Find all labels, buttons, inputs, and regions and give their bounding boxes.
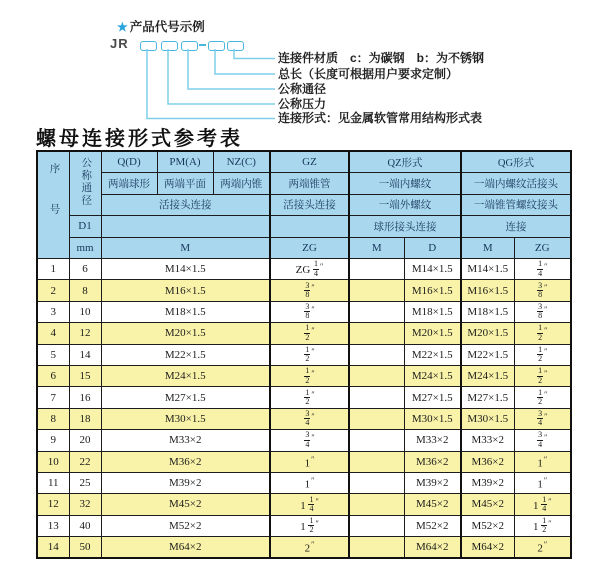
cell-m: M18×1.5 xyxy=(101,301,270,322)
table-row xyxy=(37,515,571,536)
label-nominal-diameter: 公称通径 xyxy=(278,81,327,96)
cell-qg-zg: 1″ xyxy=(514,472,571,493)
table-row xyxy=(37,537,571,558)
code-box-4 xyxy=(208,41,225,51)
cell-dn: 16 xyxy=(69,387,101,408)
cell-m: M39×2 xyxy=(101,472,270,493)
cell-qg-zg: 1 $\frac{1}{2}$ ″ xyxy=(514,515,571,536)
header-qz-d: D xyxy=(404,237,461,259)
cell-qg-m: M64×2 xyxy=(461,537,514,558)
cell-qz-m xyxy=(349,537,404,558)
cell-qz-m xyxy=(349,472,404,493)
code-box-1 xyxy=(140,41,157,51)
cell-qg-zg: 1 $\frac{1}{4}$ ″ xyxy=(514,494,571,515)
cell-gz: $\frac{1}{2}$ ″ xyxy=(270,344,349,365)
cell-gz: $\frac{3}{8}$ ″ xyxy=(270,280,349,301)
table-row xyxy=(37,365,571,386)
cell-qz-m xyxy=(349,344,404,365)
label-nominal-pressure: 公称压力 xyxy=(278,96,327,111)
header-end-type-qz: 一端内螺纹 xyxy=(349,173,461,195)
header-group-nzc: NZ(C) xyxy=(213,151,270,173)
cell-seq: 10 xyxy=(37,451,69,472)
table-row xyxy=(37,323,571,344)
cell-m: M64×2 xyxy=(101,537,270,558)
cell-m: M33×2 xyxy=(101,430,270,451)
cell-seq: 11 xyxy=(37,472,69,493)
cell-qg-m: M14×1.5 xyxy=(461,259,514,280)
table-body xyxy=(37,259,571,558)
cell-qz-m xyxy=(349,451,404,472)
cell-qz-d: M45×2 xyxy=(404,494,461,515)
table-row xyxy=(37,408,571,429)
cell-qg-zg: $\frac{1}{2}$ ″ xyxy=(514,365,571,386)
table-row xyxy=(37,301,571,322)
cell-qg-zg: $\frac{3}{8}$ ″ xyxy=(514,280,571,301)
header-thread-m: M xyxy=(101,237,270,259)
header-conn: 连接 xyxy=(461,216,571,238)
cell-dn: 32 xyxy=(69,494,101,515)
cell-seq: 8 xyxy=(37,408,69,429)
code-prefix: JR xyxy=(110,36,129,51)
cell-dn: 25 xyxy=(69,472,101,493)
cell-gz: $\frac{3}{8}$ ″ xyxy=(270,301,349,322)
header-seq: 序号 xyxy=(37,151,69,259)
cell-dn: 10 xyxy=(69,301,101,322)
cell-qg-m: M36×2 xyxy=(461,451,514,472)
cell-qz-m xyxy=(349,323,404,344)
code-box-5 xyxy=(227,41,244,51)
cell-qz-d: M18×1.5 xyxy=(404,301,461,322)
cell-seq: 12 xyxy=(37,494,69,515)
table-row xyxy=(37,280,571,301)
header-group-pma: PM(A) xyxy=(157,151,213,173)
header-end-type-qd: 两端球形 xyxy=(101,173,157,195)
cell-m: M36×2 xyxy=(101,451,270,472)
cell-qg-m: M22×1.5 xyxy=(461,344,514,365)
cell-qg-zg: $\frac{1}{2}$ ″ xyxy=(514,387,571,408)
cell-qg-m: M45×2 xyxy=(461,494,514,515)
header-group-qd: Q(D) xyxy=(101,151,157,173)
cell-dn: 8 xyxy=(69,280,101,301)
cell-qz-m xyxy=(349,387,404,408)
cell-qg-zg: $\frac{3}{4}$ ″ xyxy=(514,430,571,451)
header-qz-m: M xyxy=(349,237,404,259)
cell-dn: 6 xyxy=(69,259,101,280)
cell-qz-m xyxy=(349,515,404,536)
cell-qz-m xyxy=(349,494,404,515)
header-mm: mm xyxy=(69,237,101,259)
cell-m: M45×2 xyxy=(101,494,270,515)
cell-qz-d: M27×1.5 xyxy=(404,387,461,408)
header-thread-zg: ZG xyxy=(270,237,349,259)
code-box-3 xyxy=(181,41,198,51)
cell-qg-zg: $\frac{1}{4}$ ″ xyxy=(514,259,571,280)
header-end-type-qg: 一端内螺纹活接头 xyxy=(461,173,571,195)
cell-qg-m: M33×2 xyxy=(461,430,514,451)
cell-qz-d: M64×2 xyxy=(404,537,461,558)
cell-qg-zg: $\frac{1}{2}$ ″ xyxy=(514,344,571,365)
table-row xyxy=(37,387,571,408)
header-d1: D1 xyxy=(69,216,101,238)
table-row xyxy=(37,472,571,493)
header-dn: 公称通径 xyxy=(69,151,101,216)
cell-qz-d: M20×1.5 xyxy=(404,323,461,344)
table-row xyxy=(37,259,571,280)
cell-gz: 1″ xyxy=(270,472,349,493)
table-row xyxy=(37,430,571,451)
cell-qg-m: M18×1.5 xyxy=(461,301,514,322)
cell-gz: 1 $\frac{1}{4}$ ″ xyxy=(270,494,349,515)
header-qg-m: M xyxy=(461,237,514,259)
label-connector-material: 连接件材质 c：为碳钢 b：为不锈钢 xyxy=(278,51,485,65)
cell-qg-m: M16×1.5 xyxy=(461,280,514,301)
header-ball-joint-conn: 球形接头连接 xyxy=(349,216,461,238)
table-title: 螺母连接形式参考表 xyxy=(36,126,243,150)
cell-qz-m xyxy=(349,280,404,301)
cell-gz: 1″ xyxy=(270,451,349,472)
cell-m: M30×1.5 xyxy=(101,408,270,429)
header-conn-union-gz: 活接头连接 xyxy=(270,194,349,216)
cell-dn: 15 xyxy=(69,365,101,386)
cell-qz-d: M39×2 xyxy=(404,472,461,493)
cell-seq: 6 xyxy=(37,365,69,386)
cell-seq: 7 xyxy=(37,387,69,408)
cell-qz-d: M52×2 xyxy=(404,515,461,536)
cell-dn: 12 xyxy=(69,323,101,344)
cell-gz: $\frac{3}{4}$ ″ xyxy=(270,408,349,429)
cell-seq: 14 xyxy=(37,537,69,558)
cell-dn: 22 xyxy=(69,451,101,472)
cell-qg-m: M52×2 xyxy=(461,515,514,536)
cell-qg-zg: $\frac{1}{2}$ ″ xyxy=(514,323,571,344)
cell-qz-d: M24×1.5 xyxy=(404,365,461,386)
cell-gz: 2″ xyxy=(270,537,349,558)
cell-gz: $\frac{3}{4}$ ″ xyxy=(270,430,349,451)
cell-gz: $\frac{1}{2}$ ″ xyxy=(270,323,349,344)
cell-m: M27×1.5 xyxy=(101,387,270,408)
table-row xyxy=(37,451,571,472)
cell-qg-m: M24×1.5 xyxy=(461,365,514,386)
header-group-gz: GZ xyxy=(270,151,349,173)
cell-qz-d: M16×1.5 xyxy=(404,280,461,301)
cell-qz-m xyxy=(349,430,404,451)
cell-dn: 50 xyxy=(69,537,101,558)
cell-seq: 2 xyxy=(37,280,69,301)
header-conn-ext-thread: 一端外螺纹 xyxy=(349,194,461,216)
table-row xyxy=(37,344,571,365)
label-connection-form: 连接形式：见金属软管常用结构形式表 xyxy=(278,111,483,125)
cell-qg-zg: 2″ xyxy=(514,537,571,558)
header-group-qg: QG形式 xyxy=(461,151,571,173)
cell-qg-zg: $\frac{3}{4}$ ″ xyxy=(514,408,571,429)
header-conn-taper-thread: 一端锥管螺纹接头 xyxy=(461,194,571,216)
cell-seq: 1 xyxy=(37,259,69,280)
cell-gz: 1 $\frac{1}{2}$ ″ xyxy=(270,515,349,536)
cell-qz-m xyxy=(349,301,404,322)
cell-qg-m: M27×1.5 xyxy=(461,387,514,408)
cell-dn: 20 xyxy=(69,430,101,451)
cell-m: M22×1.5 xyxy=(101,344,270,365)
cell-qg-m: M20×1.5 xyxy=(461,323,514,344)
table-header xyxy=(37,151,571,259)
cell-gz: $\frac{1}{2}$ ″ xyxy=(270,387,349,408)
cell-dn: 18 xyxy=(69,408,101,429)
label-total-length: 总长（长度可根据用户要求定制） xyxy=(278,66,459,81)
cell-qg-m: M39×2 xyxy=(461,472,514,493)
cell-qg-zg: $\frac{3}{8}$ ″ xyxy=(514,301,571,322)
nut-connection-table xyxy=(36,150,572,559)
header-end-type-pma: 两端平面 xyxy=(157,173,213,195)
cell-qz-d: M30×1.5 xyxy=(404,408,461,429)
code-dash xyxy=(199,44,206,46)
product-code-heading-text: 产品代号示例 xyxy=(129,20,205,34)
cell-seq: 13 xyxy=(37,515,69,536)
code-box-2 xyxy=(161,41,178,51)
cell-seq: 4 xyxy=(37,323,69,344)
cell-qg-m: M30×1.5 xyxy=(461,408,514,429)
cell-qz-d: M33×2 xyxy=(404,430,461,451)
header-conn-union: 活接头连接 xyxy=(101,194,270,216)
cell-seq: 3 xyxy=(37,301,69,322)
cell-qz-d: M22×1.5 xyxy=(404,344,461,365)
header-end-type-nzc: 两端内锥 xyxy=(213,173,270,195)
cell-m: M16×1.5 xyxy=(101,280,270,301)
cell-m: M20×1.5 xyxy=(101,323,270,344)
header-end-type-gz: 两端锥管 xyxy=(270,173,349,195)
cell-dn: 14 xyxy=(69,344,101,365)
cell-m: M24×1.5 xyxy=(101,365,270,386)
cell-m: M52×2 xyxy=(101,515,270,536)
cell-qg-zg: 1″ xyxy=(514,451,571,472)
product-code-heading xyxy=(117,17,205,35)
table-row xyxy=(37,494,571,515)
cell-gz: $\frac{1}{2}$ ″ xyxy=(270,365,349,386)
cell-qz-m xyxy=(349,259,404,280)
cell-qz-d: M14×1.5 xyxy=(404,259,461,280)
cell-qz-m xyxy=(349,365,404,386)
header-qg-zg: ZG xyxy=(514,237,571,259)
cell-qz-m xyxy=(349,408,404,429)
header-blank-1 xyxy=(101,216,270,238)
cell-seq: 9 xyxy=(37,430,69,451)
cell-dn: 40 xyxy=(69,515,101,536)
cell-qz-d: M36×2 xyxy=(404,451,461,472)
star-icon: ★ xyxy=(117,20,128,34)
cell-m: M14×1.5 xyxy=(101,259,270,280)
header-group-qz: QZ形式 xyxy=(349,151,461,173)
cell-seq: 5 xyxy=(37,344,69,365)
cell-gz: ZG $\frac{1}{4}$ ″ xyxy=(270,259,349,280)
header-blank-2 xyxy=(270,216,349,238)
